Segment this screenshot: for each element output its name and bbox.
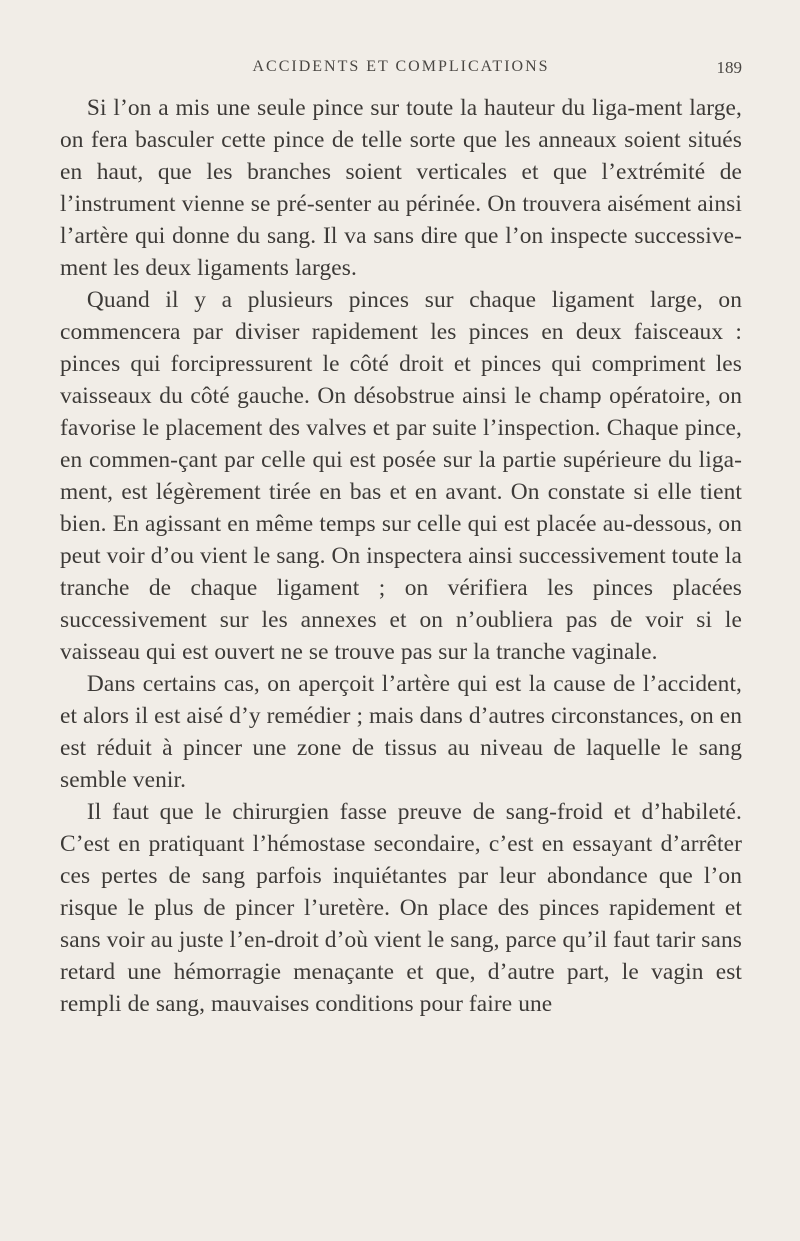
page-number: 189 bbox=[716, 58, 742, 77]
running-title: ACCIDENTS ET COMPLICATIONS bbox=[252, 58, 550, 75]
paragraph-2: Quand il y a plusieurs pinces sur chaque ligament large, on commencera par diviser rapidement les pinces en deux faisceaux : pinces qui forcipressurent le côté droit et pinces qui compriment les vaisseaux du côté gauche. On désobstrue ainsi le champ opératoire, on favorise le placement des valves et par suite l’inspection. Chaque pince, en commen-çant par celle qui est posée sur la partie supérieure du liga-ment, est légèrement tirée en bas et en avant. On constate si elle tient bien. En agissant en même temps sur celle qui est placée au-dessous, on peut voir d’ou vient le sang. On inspectera ainsi successivement toute la tranche de chaque ligament ; on vérifiera les pinces placées successivement sur les annexes et on n’oubliera pas de voir si le vaisseau qui est ouvert ne se trouve pas sur la tranche vaginale. bbox=[60, 287, 742, 665]
running-header bbox=[60, 58, 742, 84]
paragraph-4: Il faut que le chirurgien fasse preuve de sang-froid et d’habileté. C’est en pratiquant l’hémostase secondaire, c’est en essayant d’arrêter ces pertes de sang parfois inquiétantes par leur abondance que l’on risque le plus de pincer l’uretère. On place des pinces rapidement et sans voir au juste l’en-droit d’où vient le sang, parce qu’il faut tarir sans retard une hémorragie menaçante et que, d’autre part, le vagin est rempli de sang, mauvaises conditions pour faire une bbox=[60, 799, 742, 1017]
body-text bbox=[60, 92, 742, 1020]
paragraph-1: Si l’on a mis une seule pince sur toute la hauteur du liga-ment large, on fera basculer cette pince de telle sorte que les anneaux soient situés en haut, que les branches soient verticales et que l’extrémité de l’instrument vienne se pré-senter au périnée. On trouvera aisément ainsi l’artère qui donne du sang. Il va sans dire que l’on inspecte successive-ment les deux ligaments larges. bbox=[60, 95, 742, 281]
paragraph-3: Dans certains cas, on aperçoit l’artère qui est la cause de l’accident, et alors il est aisé d’y remédier ; mais dans d’autres circonstances, on en est réduit à pincer une zone de tissus au niveau de laquelle le sang semble venir. bbox=[60, 671, 742, 793]
